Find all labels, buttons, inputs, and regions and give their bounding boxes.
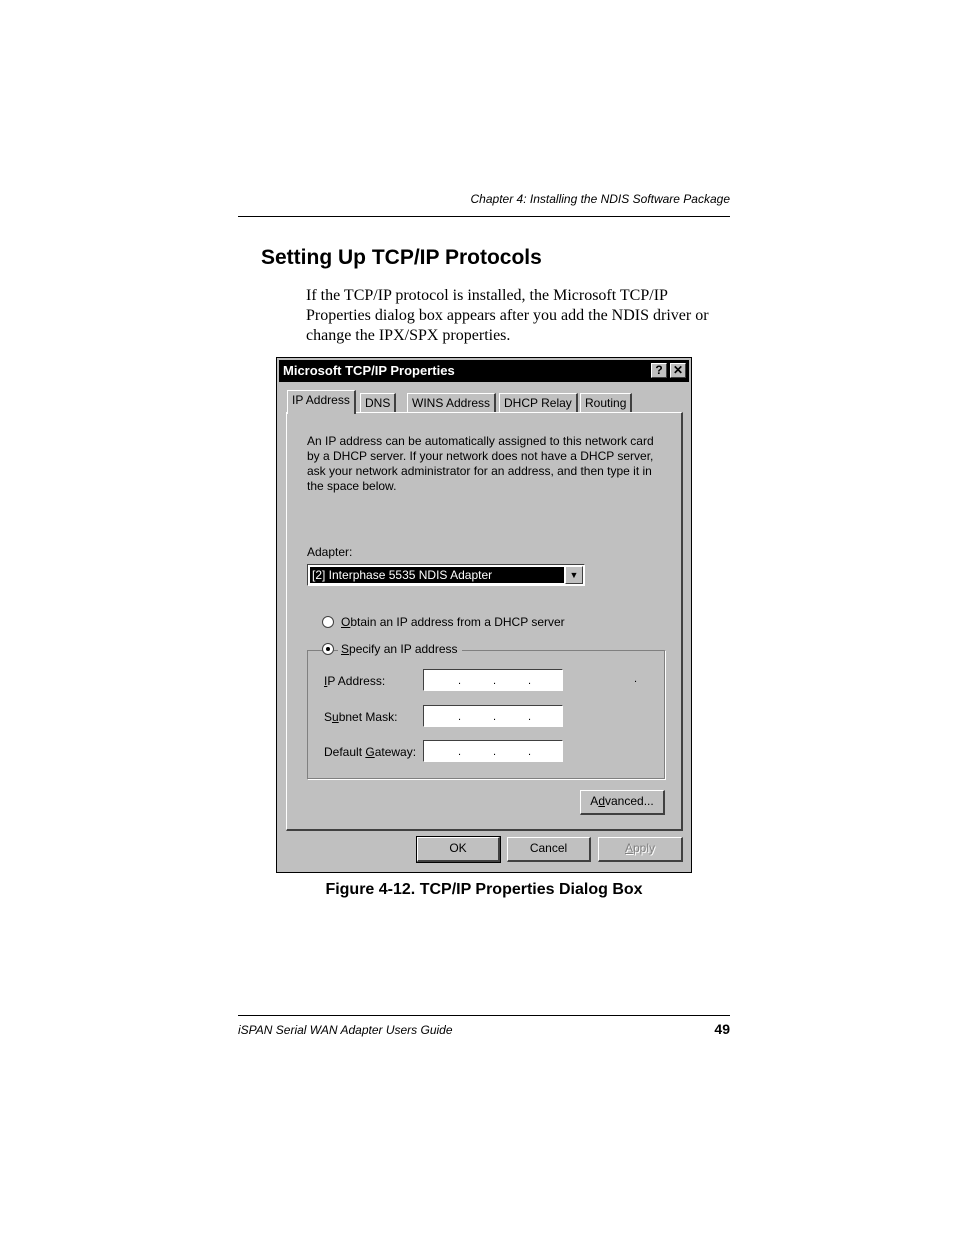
ip-address-label: IP Address: [324, 674, 386, 688]
cancel-button[interactable]: Cancel [507, 837, 591, 862]
ip-separator: . [493, 746, 497, 758]
ip-separator: . [458, 746, 462, 758]
dialog-titlebar [279, 360, 689, 382]
chevron-down-icon: ▼ [569, 570, 579, 580]
tab-dns[interactable]: DNS [360, 393, 396, 413]
subnet-mask-input[interactable] [423, 705, 563, 727]
radio-obtain-dhcp-label[interactable]: Obtain an IP address from a DHCP server [341, 615, 565, 629]
dhcp-description: An IP address can be automatically assigned to this network card by a DHCP server. If your network does not have a DHCP server, ask your network administrator for an address, and then type it in the space below. [307, 434, 654, 493]
ip-separator: . [458, 711, 462, 723]
ip-separator: . [528, 746, 532, 758]
tab-ip-address[interactable]: IP Address [287, 390, 356, 414]
dialog-title: Microsoft TCP/IP Properties [283, 363, 455, 378]
ip-separator: . [458, 675, 462, 687]
ip-separator: . [493, 711, 497, 723]
adapter-selected-value: [2] Interphase 5535 NDIS Adapter [310, 567, 564, 583]
radio-obtain-dhcp[interactable] [322, 616, 334, 628]
radio-specify-ip[interactable] [322, 643, 334, 655]
radio-specify-ip-label[interactable]: Specify an IP address [338, 642, 462, 656]
tcpip-properties-dialog [276, 357, 692, 873]
footer-title: iSPAN Serial WAN Adapter Users Guide [238, 1023, 453, 1037]
footer-rule [238, 1015, 730, 1016]
running-head: Chapter 4: Installing the NDIS Software Package [470, 192, 730, 206]
ok-button[interactable]: OK [417, 837, 500, 862]
radio-selected-dot [326, 647, 330, 651]
advanced-button[interactable]: Advanced... [580, 790, 665, 815]
figure-caption: Figure 4-12. TCP/IP Properties Dialog Box [325, 881, 643, 898]
ip-separator: . [528, 711, 532, 723]
ip-separator: . [528, 675, 532, 687]
stray-dot: . [634, 673, 638, 685]
ip-separator: . [493, 675, 497, 687]
header-rule [238, 216, 730, 217]
body-paragraph: If the TCP/IP protocol is installed, the Microsoft TCP/IP Properties dialog box appears after you add the NDIS driver or change the IPX/SPX properties. [306, 287, 709, 344]
adapter-label: Adapter: [307, 545, 353, 559]
close-button[interactable] [670, 363, 686, 378]
default-gateway-input[interactable] [423, 740, 563, 762]
tab-panel-ip-address [286, 412, 683, 831]
section-title: Setting Up TCP/IP Protocols [261, 246, 542, 269]
default-gateway-label: Default Gateway: [324, 745, 417, 759]
dropdown-button[interactable] [565, 566, 583, 584]
tab-routing[interactable]: Routing [580, 393, 632, 413]
help-icon: ? [655, 363, 663, 377]
subnet-mask-label: Subnet Mask: [324, 710, 398, 724]
apply-button[interactable]: Apply [598, 837, 683, 862]
adapter-select[interactable] [307, 564, 585, 586]
close-icon: ✕ [672, 363, 684, 377]
ip-address-input[interactable] [423, 669, 563, 691]
page-number: 49 [714, 1021, 730, 1037]
tab-wins-address[interactable]: WINS Address [407, 393, 496, 413]
help-button[interactable] [651, 363, 667, 378]
tab-dhcp-relay[interactable]: DHCP Relay [499, 393, 578, 413]
